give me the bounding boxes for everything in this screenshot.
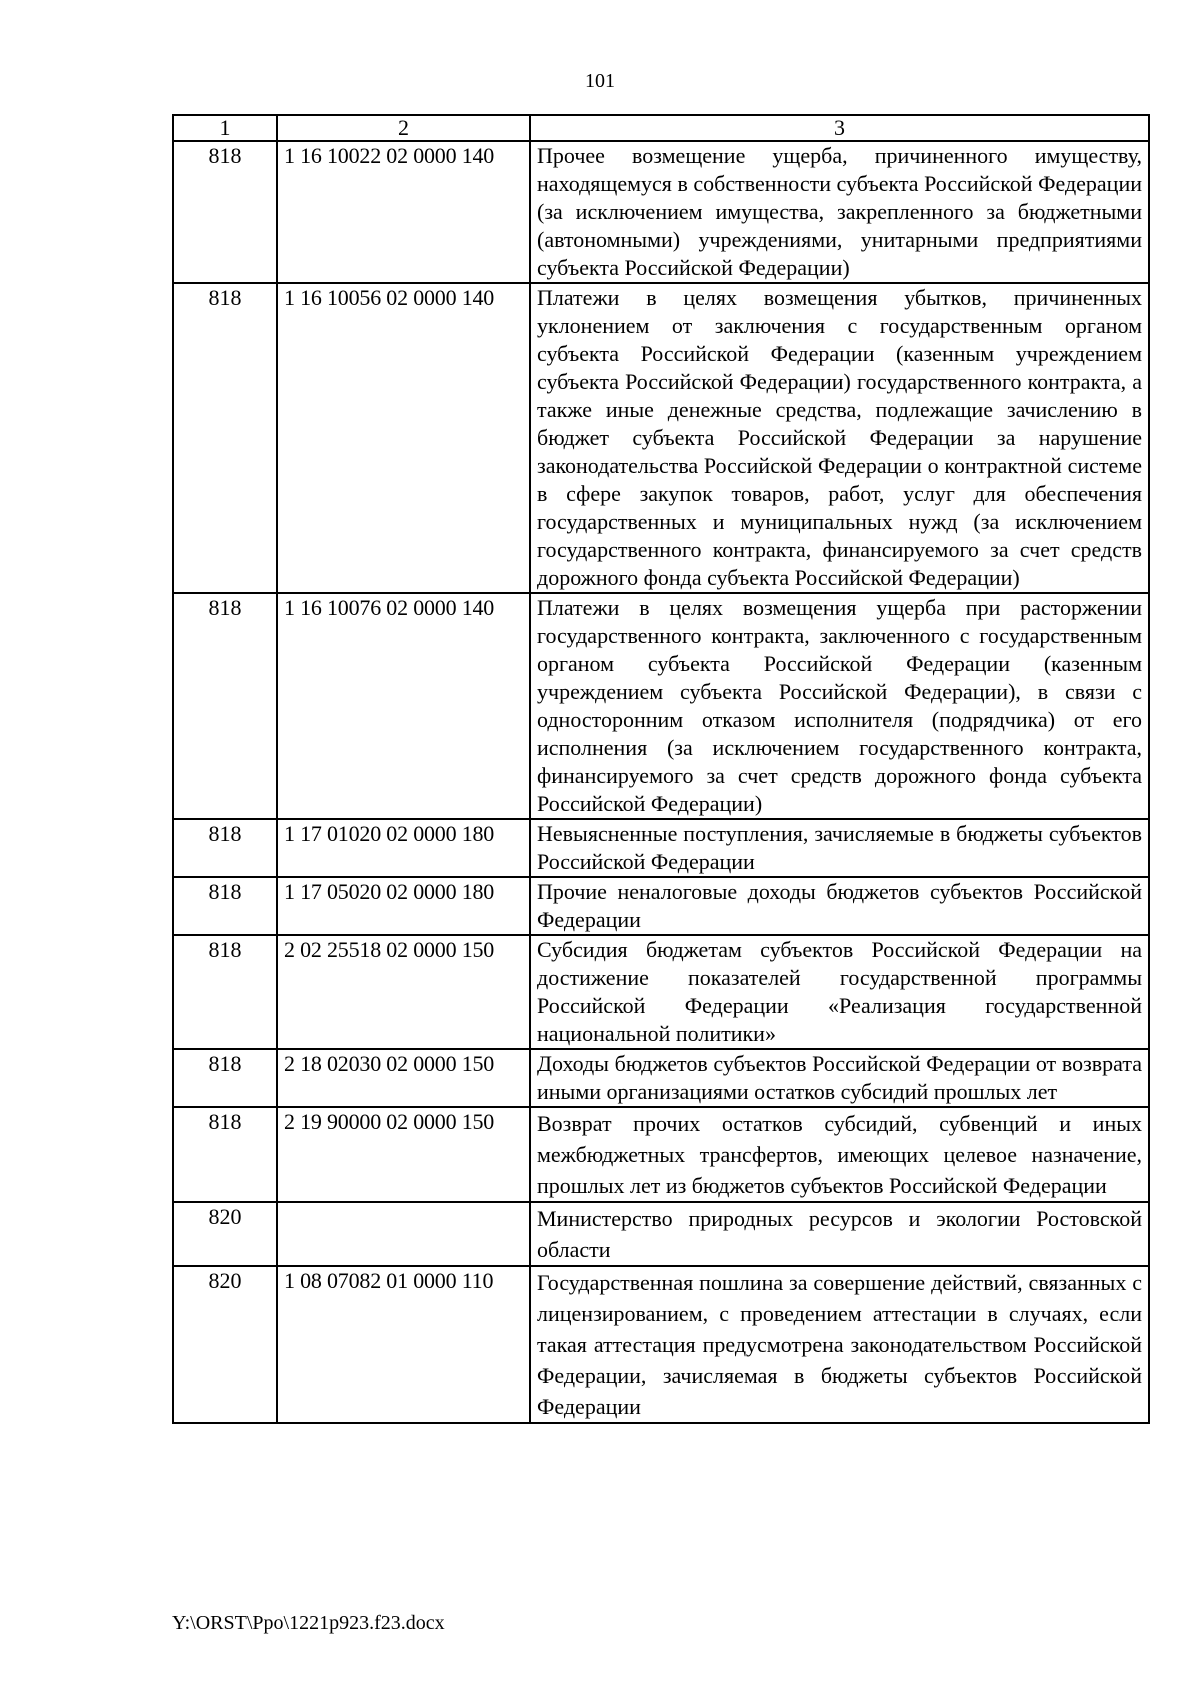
- budget-code-cell: 1 16 10056 02 0000 140: [277, 283, 530, 593]
- admin-code-cell: 818: [173, 593, 277, 819]
- admin-code-cell: 818: [173, 1107, 277, 1202]
- admin-code-cell: 818: [173, 877, 277, 935]
- budget-code-cell: 2 02 25518 02 0000 150: [277, 935, 530, 1049]
- income-name-cell: Прочие неналоговые доходы бюджетов субъектов Российской Федерации: [530, 877, 1149, 935]
- column-header-1: 1: [173, 115, 277, 141]
- income-name-cell: Министерство природных ресурсов и экологии Ростовской области: [530, 1202, 1149, 1266]
- budget-code-cell: [277, 1202, 530, 1266]
- table-row: [173, 1107, 1149, 1202]
- income-name-cell: Возврат прочих остатков субсидий, субвенций и иных межбюджетных трансфертов, имеющих целевое назначение, прошлых лет из бюджетов субъектов Российской Федерации: [530, 1107, 1149, 1202]
- page-number: 101: [585, 70, 615, 92]
- budget-code-cell: 1 16 10022 02 0000 140: [277, 141, 530, 283]
- income-name-cell: Субсидия бюджетам субъектов Российской Федерации на достижение показателей государственной программы Российской Федерации «Реализация государственной национальной политики»: [530, 935, 1149, 1049]
- income-name-cell: Прочее возмещение ущерба, причиненного имуществу, находящемуся в собственности субъекта Российской Федерации (за исключением имущества, закрепленного за бюджетными (автономными) учреждениями, унитарными предприятиями субъекта Российской Федерации): [530, 141, 1149, 283]
- admin-code-cell: 820: [173, 1202, 277, 1266]
- admin-code-cell: 818: [173, 283, 277, 593]
- table-row: [173, 1266, 1149, 1423]
- table-row: [173, 935, 1149, 1049]
- column-header-3: 3: [530, 115, 1149, 141]
- table-header-row: [173, 115, 1149, 141]
- table-row: [173, 141, 1149, 283]
- table-row: [173, 593, 1149, 819]
- budget-code-cell: 2 18 02030 02 0000 150: [277, 1049, 530, 1107]
- income-name-cell: Государственная пошлина за совершение действий, связанных с лицензированием, с проведением аттестации в случаях, если такая аттестация предусмотрена законодательством Российской Федерации, зачисляемая в бюджеты субъектов Российской Федерации: [530, 1266, 1149, 1423]
- table-row: [173, 819, 1149, 877]
- admin-code-cell: 818: [173, 1049, 277, 1107]
- income-name-cell: Платежи в целях возмещения убытков, причиненных уклонением от заключения с государственным органом субъекта Российской Федерации (казенным учреждением субъекта Российской Федерации) государственного контракта, а также иные денежные средства, подлежащие зачислению в бюджет субъекта Российской Федерации за нарушение законодательства Российской Федерации о контрактной системе в сфере закупок товаров, работ, услуг для обеспечения государственных и муниципальных нужд (за исключением государственного контракта, финансируемого за счет средств дорожного фонда субъекта Российской Федерации): [530, 283, 1149, 593]
- budget-code-cell: 1 17 01020 02 0000 180: [277, 819, 530, 877]
- budget-code-cell: 1 16 10076 02 0000 140: [277, 593, 530, 819]
- admin-code-cell: 818: [173, 935, 277, 1049]
- income-name-cell: Платежи в целях возмещения ущерба при расторжении государственного контракта, заключенного с государственным органом субъекта Российской Федерации (казенным учреждением субъекта Российской Федерации), в связи с односторонним отказом исполнителя (подрядчика) от его исполнения (за исключением государственного контракта, финансируемого за счет средств дорожного фонда субъекта Российской Федерации): [530, 593, 1149, 819]
- income-name-cell: Доходы бюджетов субъектов Российской Федерации от возврата иными организациями остатков субсидий прошлых лет: [530, 1049, 1149, 1107]
- budget-code-cell: 2 19 90000 02 0000 150: [277, 1107, 530, 1202]
- table-row: [173, 283, 1149, 593]
- admin-code-cell: 818: [173, 819, 277, 877]
- admin-code-cell: 820: [173, 1266, 277, 1423]
- budget-classification-table: [172, 114, 1150, 1424]
- table-row: [173, 877, 1149, 935]
- file-path-footer: Y:\ORST\Ppo\1221p923.f23.docx: [172, 1612, 445, 1634]
- table-row: [173, 1202, 1149, 1266]
- budget-code-cell: 1 08 07082 01 0000 110: [277, 1266, 530, 1423]
- budget-code-cell: 1 17 05020 02 0000 180: [277, 877, 530, 935]
- admin-code-cell: 818: [173, 141, 277, 283]
- income-name-cell: Невыясненные поступления, зачисляемые в бюджеты субъектов Российской Федерации: [530, 819, 1149, 877]
- column-header-2: 2: [277, 115, 530, 141]
- table-row: [173, 1049, 1149, 1107]
